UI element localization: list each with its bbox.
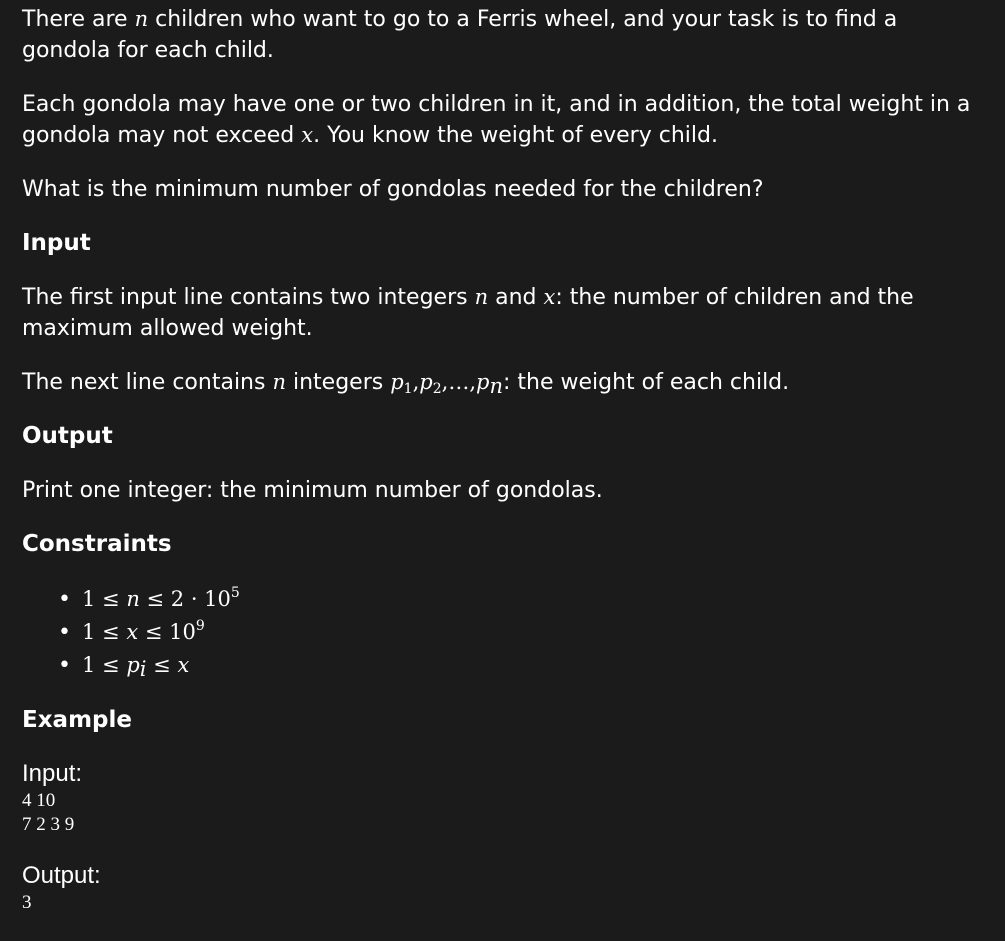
intro-text-a: There are bbox=[22, 7, 135, 32]
constraint-sub: i bbox=[139, 657, 147, 681]
gondola-text-a: Each gondola may have one or two children in it, and in addition, the total weight in a gondola may not exceed bbox=[22, 92, 971, 148]
bullet-icon: • bbox=[58, 620, 71, 645]
input-p2-c: : the weight of each child. bbox=[503, 370, 790, 395]
sub-n: n bbox=[489, 374, 503, 398]
example-input-block bbox=[22, 759, 983, 837]
constraint-lhs: 1 ≤ bbox=[82, 653, 127, 677]
intro-paragraph bbox=[22, 4, 983, 66]
input-p2-b: integers bbox=[286, 370, 391, 395]
sub-1: 1 bbox=[403, 381, 413, 397]
example-input-label: Input: bbox=[22, 760, 83, 787]
constraints-list bbox=[22, 583, 983, 682]
example-output-label: Output: bbox=[22, 862, 101, 889]
input-heading: Input bbox=[22, 230, 91, 256]
input-line2-paragraph bbox=[22, 367, 983, 398]
constraint-sup: 5 bbox=[230, 585, 240, 601]
bullet-icon: • bbox=[58, 653, 71, 678]
example-input-code bbox=[22, 789, 983, 837]
input-p1-a: The first input line contains two integers bbox=[22, 285, 475, 310]
output-paragraph: Print one integer: the minimum number of gondolas. bbox=[22, 478, 603, 503]
example-output-block bbox=[22, 861, 983, 915]
var-p: p bbox=[476, 370, 490, 394]
gondola-text-b: . You know the weight of every child. bbox=[313, 123, 718, 148]
constraint-item bbox=[58, 583, 983, 616]
constraint-var: x bbox=[126, 620, 139, 644]
example-heading: Example bbox=[22, 707, 132, 733]
constraint-tail: x bbox=[177, 653, 190, 677]
comma: , bbox=[412, 370, 420, 394]
sub-2: 2 bbox=[432, 381, 442, 397]
var-p: p bbox=[390, 370, 404, 394]
input-p1-b: and bbox=[488, 285, 544, 310]
var-n: n bbox=[474, 285, 489, 309]
intro-text-b: children who want to go to a Ferris wheel, and your task is to find a gondola for each child. bbox=[22, 7, 898, 63]
var-x: x bbox=[543, 285, 556, 309]
example-input-line: 7 2 3 9 bbox=[22, 814, 75, 835]
bullet-icon: • bbox=[58, 587, 71, 612]
constraint-lhs: 1 ≤ bbox=[82, 620, 127, 644]
constraint-item bbox=[58, 649, 983, 682]
constraint-rhs: ≤ 2 · 10 bbox=[139, 587, 231, 611]
constraint-var: p bbox=[126, 653, 140, 677]
example-input-line: 4 10 bbox=[22, 790, 56, 811]
var-n: n bbox=[134, 7, 149, 31]
constraint-rhs: ≤ 10 bbox=[138, 620, 196, 644]
constraint-item bbox=[58, 616, 983, 649]
constraint-sup: 9 bbox=[195, 618, 205, 634]
example-output-line: 3 bbox=[22, 892, 32, 913]
var-p: p bbox=[419, 370, 433, 394]
ellipsis: ,…, bbox=[441, 370, 477, 394]
example-output-code bbox=[22, 891, 983, 915]
input-p1-c: : the number of children and the maximum allowed weight. bbox=[22, 285, 914, 341]
question-paragraph: What is the minimum number of gondolas needed for the children? bbox=[22, 177, 764, 202]
constraint-rhs: ≤ bbox=[146, 653, 178, 677]
input-p2-a: The next line contains bbox=[22, 370, 273, 395]
constraints-heading: Constraints bbox=[22, 531, 172, 557]
output-heading: Output bbox=[22, 423, 113, 449]
gondola-paragraph bbox=[22, 89, 983, 151]
var-x: x bbox=[301, 123, 314, 147]
input-line1-paragraph bbox=[22, 282, 983, 344]
var-n: n bbox=[272, 370, 286, 394]
constraint-var: n bbox=[126, 587, 140, 611]
constraint-lhs: 1 ≤ bbox=[82, 587, 127, 611]
